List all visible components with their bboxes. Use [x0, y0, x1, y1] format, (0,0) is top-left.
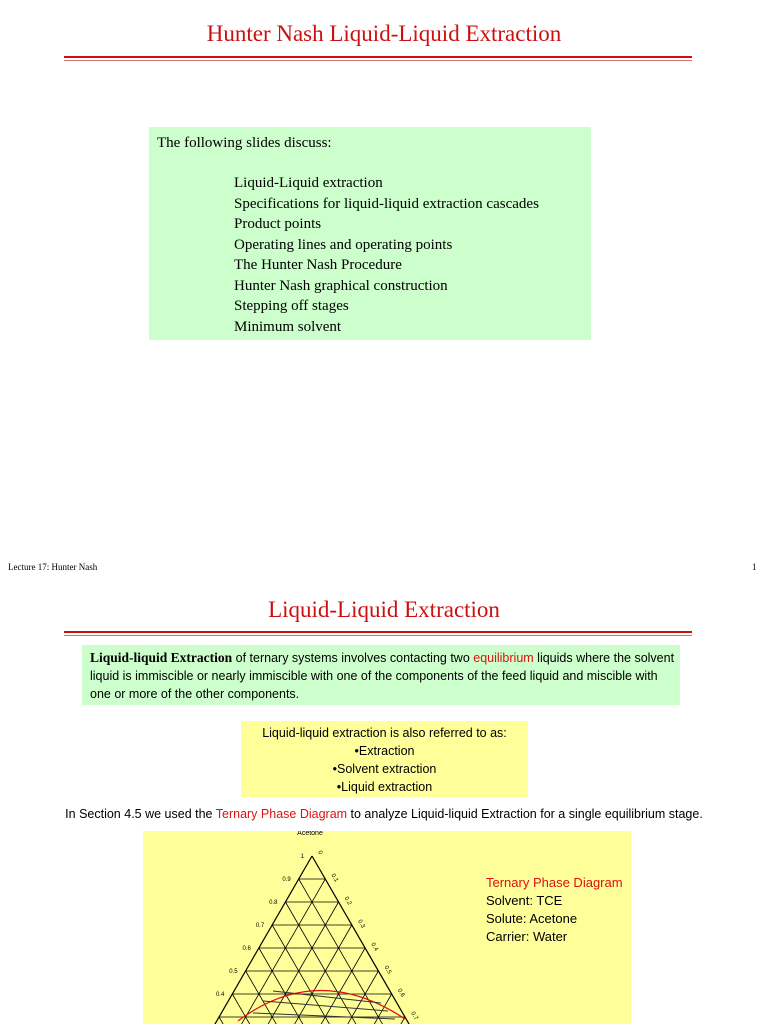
aliases-heading: Liquid-liquid extraction is also referred to as: [262, 726, 507, 740]
left-tick-label: 1 [300, 854, 304, 860]
title-rule [64, 56, 692, 58]
topic-item: Minimum solvent [234, 318, 342, 335]
topic-item: Specifications for liquid-liquid extraction cascades [234, 195, 539, 212]
grid-line [312, 856, 445, 1024]
grid-line [179, 856, 312, 1024]
right-tick-label: 0.3 [356, 919, 366, 930]
definition-term: Liquid-liquid Extraction [90, 650, 233, 665]
topic-item: Liquid-Liquid extraction [234, 175, 383, 191]
right-tick-label: 0.1 [329, 873, 339, 884]
title-rule-thin [64, 60, 692, 61]
alias-item: •Solvent extraction [332, 762, 437, 776]
topics-box [149, 127, 591, 340]
grid-line [272, 925, 365, 1024]
definition-part2: liquids where the solvent liquid is immiscible or nearly immiscible with one of the components of the feed liquid and miscible with one or more of the other components. [90, 651, 675, 701]
tie-line [253, 1013, 395, 1019]
topic-item: Product points [234, 216, 322, 232]
right-tick-label: 0.4 [369, 942, 379, 953]
topic-item: Hunter Nash graphical construction [234, 277, 448, 294]
footer-lecture: Lecture 17: Hunter Nash [8, 562, 98, 572]
topic-item: The Hunter Nash Procedure [234, 257, 402, 273]
grid-line [246, 971, 312, 1024]
slide1-title: Hunter Nash Liquid-Liquid Extraction [206, 21, 562, 46]
grid-line [285, 948, 365, 1024]
right-tick-label: 0.5 [382, 965, 393, 976]
topics-list [234, 173, 539, 337]
tie-line [263, 1001, 388, 1011]
footer-page-number: 1 [752, 562, 757, 572]
apex-label: Acetone [297, 831, 323, 837]
alias-item: •Extraction [354, 744, 415, 758]
right-tick-label: 0.2 [342, 896, 353, 907]
topic-item: Operating lines and operating points [234, 236, 453, 253]
right-tick-label: 0.7 [409, 1011, 419, 1022]
diagram-legend [486, 874, 623, 946]
grid-line [259, 948, 339, 1024]
legend-title: Ternary Phase Diagram [486, 875, 623, 890]
ternary-link: Ternary Phase Diagram [215, 807, 348, 821]
legend-solvent: Solvent: TCE [486, 893, 563, 908]
definition-box [82, 645, 680, 705]
legend-carrier: Carrier: Water [486, 929, 568, 944]
section-note-before: In Section 4.5 we used the [65, 807, 216, 821]
grid-line [259, 925, 352, 1024]
right-tick-label: 0 [316, 850, 324, 856]
left-tick-label: 0.4 [215, 992, 225, 998]
alias-item: •Liquid extraction [336, 780, 433, 794]
definition-text [90, 649, 676, 703]
triangle-grid [179, 856, 445, 1024]
topics-intro: The following slides discuss: [157, 135, 332, 151]
left-axis-ticks [216, 854, 305, 998]
aliases-box [241, 721, 528, 797]
left-tick-label: 0.5 [229, 969, 238, 975]
left-tick-label: 0.6 [242, 946, 251, 952]
equilibrium-link: equilibrium [473, 651, 534, 665]
definition-part1: of ternary systems involves contacting two [232, 651, 474, 665]
left-tick-label: 0.9 [282, 877, 291, 883]
title-rule-thin [64, 635, 692, 636]
left-tick-label: 0.7 [255, 923, 265, 929]
left-tick-label: 0.8 [269, 900, 278, 906]
legend-solute: Solute: Acetone [486, 911, 578, 926]
topic-item: Stepping off stages [234, 298, 349, 314]
section-note-after: to analyze Liquid-liquid Extraction for a single equilibrium stage. [347, 807, 703, 821]
slide2-title: Liquid-Liquid Extraction [268, 597, 500, 622]
section-note [0, 807, 768, 821]
right-tick-label: 0.6 [395, 988, 406, 999]
title-rule [64, 631, 692, 633]
